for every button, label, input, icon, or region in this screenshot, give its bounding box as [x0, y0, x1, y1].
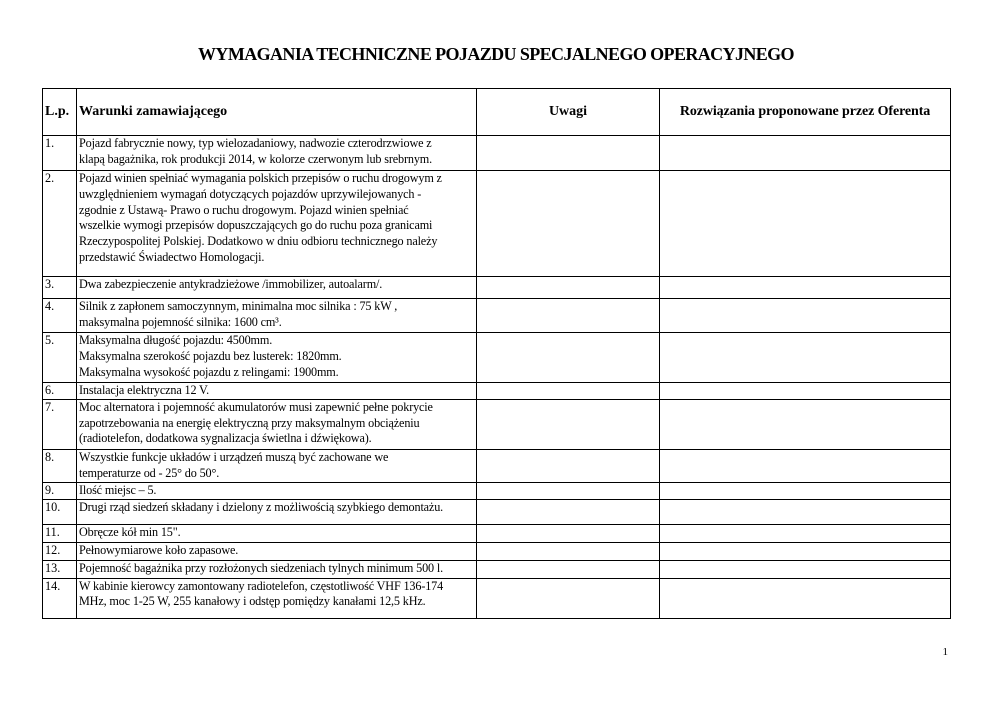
page-number: 1	[942, 646, 948, 658]
row-number: 11.	[43, 524, 77, 542]
row-condition	[77, 299, 477, 333]
condition-line: (radiotelefon, dodatkowa sygnalizacja świetlna i dźwiękowa).	[79, 431, 372, 446]
condition-line: MHz, moc 1-25 W, 255 kanałowy i odstęp pomiędzy kanałami 12,5 kHz.	[79, 594, 426, 609]
condition-line: przedstawić Świadectwo Homologacji.	[79, 249, 265, 264]
condition-line: Maksymalna długość pojazdu: 4500mm.	[79, 333, 273, 347]
row-remarks	[477, 578, 660, 618]
condition-line: Maksymalna szerokość pojazdu bez lusterek: 1820mm.	[79, 348, 342, 363]
row-condition	[77, 383, 477, 400]
row-number: 6.	[43, 383, 77, 400]
condition-line: Pojemność bagażnika przy rozłożonych siedzeniach tylnych minimum 500 l.	[79, 560, 444, 575]
table-row	[43, 333, 951, 383]
row-solution	[660, 542, 951, 560]
row-remarks	[477, 136, 660, 171]
row-number: 8.	[43, 449, 77, 482]
row-remarks	[477, 542, 660, 560]
header-solutions: Rozwiązania proponowane przez Oferenta	[660, 89, 951, 136]
row-solution	[660, 136, 951, 171]
row-solution	[660, 383, 951, 400]
row-remarks	[477, 524, 660, 542]
row-remarks	[477, 171, 660, 277]
table-row	[43, 578, 951, 618]
row-condition	[77, 171, 477, 277]
row-condition	[77, 277, 477, 299]
condition-line: Silnik z zapłonem samoczynnym, minimalna moc silnika : 75 kW ,	[79, 299, 398, 313]
condition-line: Dwa zabezpieczenie antykradzieżowe /immobilizer, autoalarm/.	[79, 277, 383, 291]
condition-line: Ilość miejsc – 5.	[79, 482, 157, 497]
row-number: 1.	[43, 136, 77, 171]
requirements-table	[42, 88, 951, 619]
row-solution	[660, 578, 951, 618]
row-condition	[77, 333, 477, 383]
row-number: 3.	[43, 277, 77, 299]
row-number: 5.	[43, 333, 77, 383]
table-row	[43, 171, 951, 277]
row-condition	[77, 399, 477, 449]
row-number: 4.	[43, 299, 77, 333]
row-condition	[77, 542, 477, 560]
row-condition	[77, 578, 477, 618]
table-header-row	[43, 89, 951, 136]
header-conditions: Warunki zamawiającego	[77, 89, 477, 136]
condition-line: Wszystkie funkcje układów i urządzeń muszą być zachowane we	[79, 449, 389, 464]
row-number: 9.	[43, 482, 77, 499]
row-solution	[660, 399, 951, 449]
row-remarks	[477, 482, 660, 499]
document-title: WYMAGANIA TECHNICZNE POJAZDU SPECJALNEGO OPERACYJNEGO	[198, 44, 794, 64]
row-solution	[660, 277, 951, 299]
condition-line: wszelkie wymogi przepisów dopuszczających go do ruchu poza granicami	[79, 218, 433, 233]
row-condition	[77, 136, 477, 171]
condition-line: temperaturze od - 25° do 50°.	[79, 465, 220, 480]
row-solution	[660, 482, 951, 499]
row-condition	[77, 560, 477, 578]
table-row	[43, 277, 951, 299]
table-row	[43, 542, 951, 560]
row-remarks	[477, 333, 660, 383]
row-remarks	[477, 383, 660, 400]
row-number: 10.	[43, 499, 77, 524]
condition-line: Rzeczypospolitej Polskiej. Dodatkowo w dniu odbioru technicznego należy	[79, 234, 438, 249]
condition-line: klapą bagażnika, rok produkcji 2014, w kolorze czerwonym lub srebrnym.	[79, 151, 432, 166]
row-solution	[660, 333, 951, 383]
condition-line: W kabinie kierowcy zamontowany radiotelefon, częstotliwość VHF 136-174	[79, 578, 444, 593]
row-number: 14.	[43, 578, 77, 618]
table-row	[43, 449, 951, 482]
condition-line: maksymalna pojemność silnika: 1600 cm³.	[79, 314, 282, 329]
row-remarks	[477, 299, 660, 333]
table-row	[43, 399, 951, 449]
row-condition	[77, 482, 477, 499]
header-lp: L.p.	[43, 89, 77, 136]
header-remarks: Uwagi	[477, 89, 660, 136]
row-solution	[660, 499, 951, 524]
row-solution	[660, 524, 951, 542]
condition-line: Instalacja elektryczna 12 V.	[79, 383, 210, 397]
table-row	[43, 299, 951, 333]
table-row	[43, 499, 951, 524]
row-condition	[77, 524, 477, 542]
row-remarks	[477, 449, 660, 482]
condition-line: zgodnie z Ustawą- Prawo o ruchu drogowym. Pojazd winien spełniać	[79, 202, 409, 217]
row-number: 2.	[43, 171, 77, 277]
row-solution	[660, 299, 951, 333]
row-solution	[660, 171, 951, 277]
condition-line: Pełnowymiarowe koło zapasowe.	[79, 542, 239, 557]
condition-line: Pojazd winien spełniać wymagania polskich przepisów o ruchu drogowym z	[79, 171, 442, 185]
row-remarks	[477, 277, 660, 299]
row-solution	[660, 560, 951, 578]
row-solution	[660, 449, 951, 482]
row-remarks	[477, 560, 660, 578]
condition-line: Maksymalna wysokość pojazdu z relingami: 1900mm.	[79, 364, 339, 379]
table-row	[43, 383, 951, 400]
row-number: 12.	[43, 542, 77, 560]
row-condition	[77, 499, 477, 524]
table-row	[43, 482, 951, 499]
row-number: 13.	[43, 560, 77, 578]
condition-line: Pojazd fabrycznie nowy, typ wielozadaniowy, nadwozie czterodrzwiowe z	[79, 136, 432, 150]
row-number: 7.	[43, 399, 77, 449]
condition-line: Obręcze kół min 15".	[79, 524, 181, 539]
table-row	[43, 560, 951, 578]
table-row	[43, 524, 951, 542]
condition-line: zapotrzebowania na energię elektryczną przy maksymalnym obciążeniu	[79, 415, 420, 430]
condition-line: Drugi rząd siedzeń składany i dzielony z możliwością szybkiego demontażu.	[79, 499, 444, 514]
row-remarks	[477, 499, 660, 524]
condition-line: Moc alternatora i pojemność akumulatorów musi zapewnić pełne pokrycie	[79, 399, 433, 414]
condition-line: uwzględnieniem wymagań dotyczących pojazdów uprzywilejowanych -	[79, 186, 422, 201]
row-condition	[77, 449, 477, 482]
row-remarks	[477, 399, 660, 449]
table-row	[43, 136, 951, 171]
